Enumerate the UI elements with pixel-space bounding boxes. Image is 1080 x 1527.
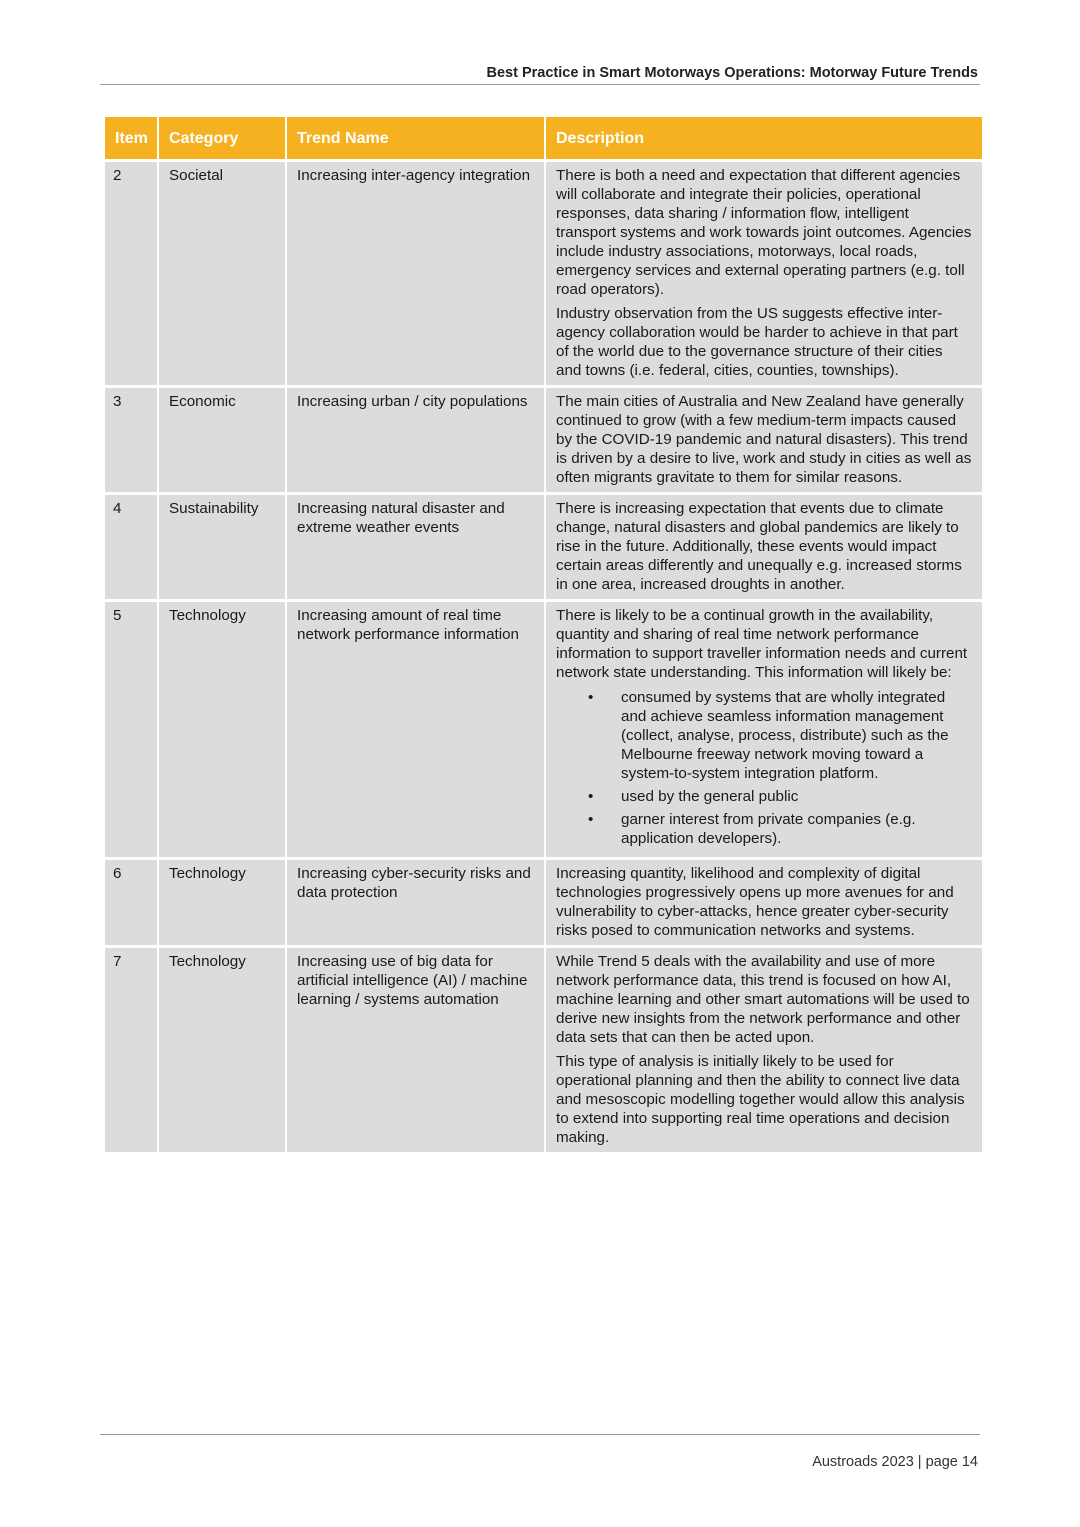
- table-row: [105, 602, 982, 860]
- bullet-item: • used by the general public: [621, 787, 972, 806]
- description-paragraph: This type of analysis is initially likely to be used for operational planning and then the ability to connect live data and mesoscopic modelling together would allow this analysis to extend into supporting real time operations and decision making.: [556, 1053, 965, 1146]
- description-paragraph: Industry observation from the US suggests effective inter-agency collaboration would be harder to achieve in that part of the world due to the governance structure of their cities and towns (i.e. federal, cities, counties, townships).: [556, 305, 958, 379]
- description-paragraph: There is increasing expectation that events due to climate change, natural disasters and global pandemics are likely to rise in the future. Additionally, these events would impact certain areas differently and unequally e.g. increased storms in one area, increased droughts in another.: [556, 500, 962, 593]
- description-paragraph: While Trend 5 deals with the availability and use of more network performance data, this trend is focused on how AI, machine learning and other smart automations will be used to derive new insights from the network performance and other data sets that can then be acted upon.: [556, 953, 970, 1046]
- column-header-description: Description: [546, 117, 982, 162]
- table-row: [105, 388, 982, 495]
- item-cell: 7: [105, 948, 157, 1155]
- table-row: [105, 162, 982, 388]
- category-cell: Technology: [159, 860, 285, 948]
- bullet-list: [556, 688, 972, 848]
- item-cell: 6: [105, 860, 157, 948]
- column-header-item: Item: [105, 117, 157, 162]
- description-paragraph: There is likely to be a continual growth in the availability, quantity and sharing of real time network performance information to support traveller information needs and current network state understanding. This information will likely be:: [556, 607, 968, 681]
- description-paragraph: There is both a need and expectation that different agencies will collaborate and integrate their policies, operational responses, data sharing / information flow, intelligent transport systems and work towards joint outcomes. Agencies include industry associations, motorways, local roads, emergency services and external operating partners (e.g. toll road operators).: [556, 167, 972, 298]
- item-cell: 4: [105, 495, 157, 602]
- bullet-item: • consumed by systems that are wholly integrated and achieve seamless information management (collect, analyse, process, distribute) such as the Melbourne freeway network moving toward a system-to-system integration platform.: [621, 688, 972, 783]
- table-body: [105, 162, 982, 1155]
- running-header-title: Best Practice in Smart Motorways Operations: Motorway Future Trends: [486, 65, 978, 81]
- column-header-trend-name: Trend Name: [287, 117, 544, 162]
- item-cell: 3: [105, 388, 157, 495]
- description-paragraph: Increasing quantity, likelihood and complexity of digital technologies progressively opens up more avenues for and vulnerability to cyber-attacks, hence greater cyber-security risks posed to communication networks and systems.: [556, 865, 954, 939]
- item-cell: 5: [105, 602, 157, 860]
- description-cell: [546, 602, 982, 860]
- table-row: [105, 495, 982, 602]
- trend-name-cell: Increasing cyber-security risks and data protection: [287, 860, 544, 948]
- description-paragraph: The main cities of Australia and New Zealand have generally continued to grow (with a few medium-term impacts caused by the COVID-19 pandemic and natural disasters). This trend is driven by a desire to live, work and study in cities as well as often migrants gravitate to them for similar reasons.: [556, 393, 972, 486]
- category-cell: Societal: [159, 162, 285, 388]
- column-header-category: Category: [159, 117, 285, 162]
- table-header-row: [105, 117, 982, 162]
- header-divider: [100, 84, 980, 85]
- table-row: [105, 860, 982, 948]
- page-footer: Austroads 2023 | page 14: [812, 1454, 978, 1470]
- description-cell: [546, 162, 982, 388]
- category-cell: Technology: [159, 948, 285, 1155]
- category-cell: Technology: [159, 602, 285, 860]
- category-cell: Sustainability: [159, 495, 285, 602]
- trend-name-cell: Increasing natural disaster and extreme weather events: [287, 495, 544, 602]
- trend-name-cell: Increasing use of big data for artificial intelligence (AI) / machine learning / systems automation: [287, 948, 544, 1155]
- description-cell: [546, 388, 982, 495]
- table-row: [105, 948, 982, 1155]
- description-cell: [546, 860, 982, 948]
- description-cell: [546, 495, 982, 602]
- category-cell: Economic: [159, 388, 285, 495]
- footer-divider: [100, 1434, 980, 1435]
- trends-table: [103, 117, 984, 1155]
- trend-name-cell: Increasing amount of real time network performance information: [287, 602, 544, 860]
- bullet-item: • garner interest from private companies (e.g. application developers).: [621, 810, 972, 848]
- trend-name-cell: Increasing inter-agency integration: [287, 162, 544, 388]
- trend-name-cell: Increasing urban / city populations: [287, 388, 544, 495]
- item-cell: 2: [105, 162, 157, 388]
- description-cell: [546, 948, 982, 1155]
